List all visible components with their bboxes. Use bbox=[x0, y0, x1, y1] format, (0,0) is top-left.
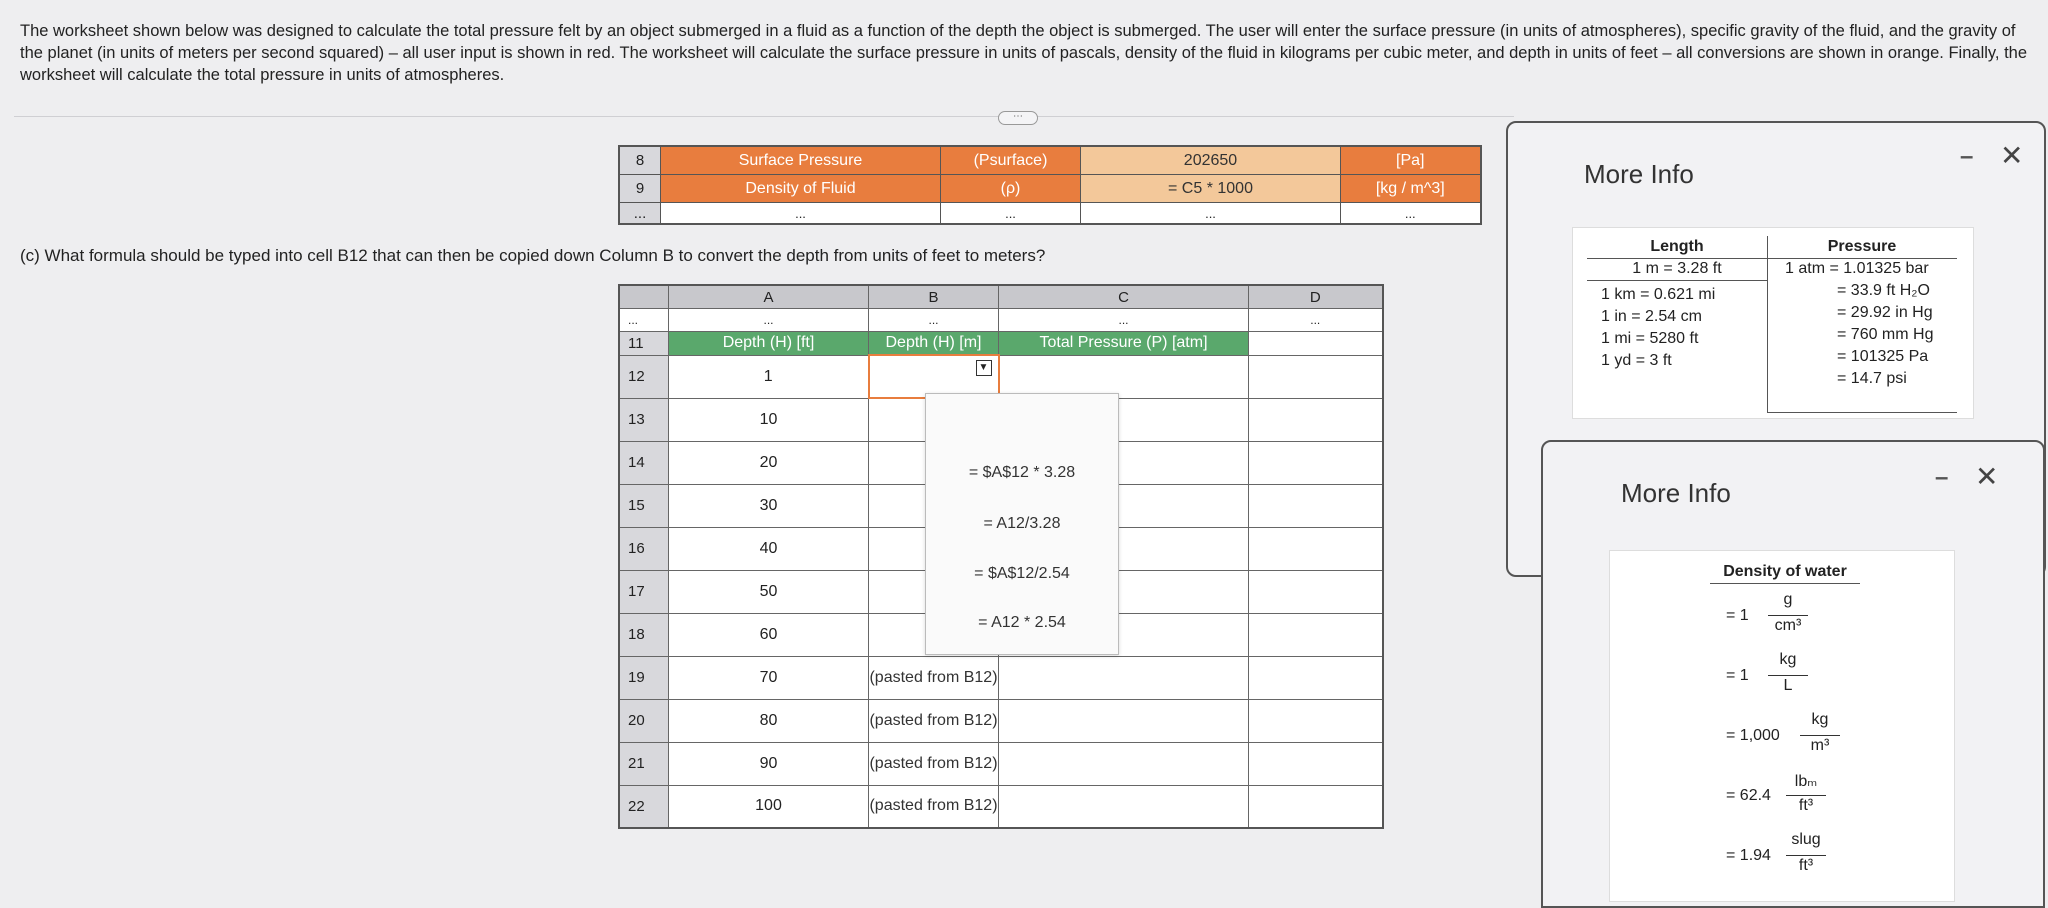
density-numerator: slug bbox=[1791, 831, 1821, 848]
density-denominator: ft³ bbox=[1798, 797, 1814, 814]
density-numerator: g bbox=[1783, 591, 1793, 608]
table-row bbox=[619, 785, 1383, 828]
column-header-a: A bbox=[669, 285, 869, 309]
row-number: 22 bbox=[619, 785, 669, 828]
density-denominator: L bbox=[1783, 677, 1793, 694]
empty-cell bbox=[999, 742, 1249, 785]
column-header-b: B bbox=[869, 285, 999, 309]
surface-pressure-unit: [Pa] bbox=[1341, 146, 1481, 175]
expand-more-button[interactable]: ⋯ bbox=[998, 111, 1038, 125]
empty-cell bbox=[999, 785, 1249, 828]
ellipsis-cell: ... bbox=[941, 203, 1081, 225]
pressure-conversion: = 760 mm Hg bbox=[1837, 326, 1934, 343]
row-number: 9 bbox=[619, 175, 661, 203]
empty-cell bbox=[1249, 441, 1383, 484]
panel-title: More Info bbox=[1621, 478, 1731, 508]
minimize-button[interactable]: – bbox=[1935, 464, 1949, 491]
close-button[interactable]: ✕ bbox=[2000, 140, 2024, 171]
density-table bbox=[1609, 550, 1955, 902]
density-numerator: kg bbox=[1779, 651, 1797, 668]
density-coefficient: = 1,000 bbox=[1726, 727, 1780, 744]
density-header: Density of water bbox=[1710, 561, 1860, 584]
depth-ft-cell: 70 bbox=[669, 656, 869, 699]
ellipsis-cell: ... bbox=[661, 203, 941, 225]
problem-intro-text: The worksheet shown below was designed to calculate the total pressure felt by an object submerged in a fluid as a function of the depth the object is submerged. The user will enter the surface pressure (in units of atmospheres), specific gravity of the fluid, and the gravity of the planet (in units of meters per second squared) – all user input is shown in red. The worksheet will calculate the surface pressure in units of pascals, density of the fluid in kilograms per cubic meter, and depth in units of feet – all conversions are shown in orange. Finally, the worksheet will calculate the total pressure in units of atmospheres. bbox=[20, 22, 2028, 84]
empty-cell bbox=[1249, 398, 1383, 441]
empty-cell bbox=[1249, 785, 1383, 828]
empty-cell bbox=[1249, 570, 1383, 613]
pasted-from-b12-cell: (pasted from B12) bbox=[869, 785, 999, 828]
density-value bbox=[1726, 767, 1906, 827]
length-conversion: 1 yd = 3 ft bbox=[1601, 352, 1672, 369]
pressure-conversion: = 29.92 in Hg bbox=[1837, 304, 1933, 321]
depth-ft-cell: 30 bbox=[669, 484, 869, 527]
panel-title: More Info bbox=[1584, 159, 1694, 189]
table-row bbox=[619, 742, 1383, 785]
empty-cell bbox=[999, 355, 1249, 398]
dropdown-arrow-icon[interactable]: ▼ bbox=[976, 360, 992, 376]
depth-ft-cell: 50 bbox=[669, 570, 869, 613]
length-conversion: 1 km = 0.621 mi bbox=[1601, 286, 1716, 303]
row-number: 18 bbox=[619, 613, 669, 656]
length-conversion: 1 m = 3.28 ft bbox=[1587, 258, 1767, 281]
fraction-bar bbox=[1786, 795, 1826, 796]
pressure-conversion: = 14.7 psi bbox=[1837, 370, 1907, 387]
top-table-row bbox=[619, 175, 1481, 203]
table-row bbox=[619, 699, 1383, 742]
empty-cell bbox=[1249, 656, 1383, 699]
density-numerator: kg bbox=[1811, 711, 1829, 728]
table-row bbox=[619, 656, 1383, 699]
density-formula: = C5 * 1000 bbox=[1081, 175, 1341, 203]
conversion-table bbox=[1572, 227, 1974, 419]
empty-cell bbox=[1249, 742, 1383, 785]
density-coefficient: = 1.94 bbox=[1726, 847, 1771, 864]
empty-cell bbox=[1249, 699, 1383, 742]
density-value bbox=[1726, 707, 1906, 767]
density-label: Density of Fluid bbox=[661, 175, 941, 203]
density-numerator: lbₘ bbox=[1794, 773, 1818, 790]
depth-ft-cell: 1 bbox=[669, 355, 869, 398]
ellipsis-cell: ... bbox=[669, 309, 869, 332]
ellipsis-cell: ... bbox=[1341, 203, 1481, 225]
pressure-conversion: = 101325 Pa bbox=[1837, 348, 1929, 365]
ellipsis-cell: ... bbox=[869, 309, 999, 332]
divider bbox=[14, 116, 1514, 117]
row-number: 19 bbox=[619, 656, 669, 699]
row-number: 21 bbox=[619, 742, 669, 785]
pasted-from-b12-cell: (pasted from B12) bbox=[869, 656, 999, 699]
pressure-column bbox=[1767, 236, 1957, 413]
length-header: Length bbox=[1587, 236, 1767, 259]
ellipsis-row bbox=[619, 309, 1383, 332]
row-number: 12 bbox=[619, 355, 669, 398]
column-header-c: C bbox=[999, 285, 1249, 309]
pasted-from-b12-cell: (pasted from B12) bbox=[869, 742, 999, 785]
depth-ft-header: Depth (H) [ft] bbox=[669, 332, 869, 356]
empty-cell bbox=[1249, 332, 1383, 356]
depth-m-header: Depth (H) [m] bbox=[869, 332, 999, 356]
density-value bbox=[1726, 587, 1886, 647]
length-conversion: 1 mi = 5280 ft bbox=[1601, 330, 1699, 347]
pressure-header: Pressure bbox=[1767, 236, 1957, 259]
row-number: 14 bbox=[619, 441, 669, 484]
density-symbol: (ρ) bbox=[941, 175, 1081, 203]
density-denominator: ft³ bbox=[1798, 857, 1814, 874]
pressure-conversion: 1 atm = 1.01325 bar bbox=[1785, 260, 1929, 277]
row-number: 13 bbox=[619, 398, 669, 441]
fraction-bar bbox=[1786, 855, 1826, 856]
ellipsis-cell: ... bbox=[1081, 203, 1341, 225]
surface-pressure-symbol: (Psurface) bbox=[941, 146, 1081, 175]
fraction-bar bbox=[1800, 735, 1840, 736]
row-number: ... bbox=[619, 309, 669, 332]
close-button[interactable]: ✕ bbox=[1975, 461, 1999, 492]
row-number: 20 bbox=[619, 699, 669, 742]
density-coefficient: = 1 bbox=[1726, 667, 1749, 684]
top-worksheet-table bbox=[618, 145, 1482, 225]
density-coefficient: = 1 bbox=[1726, 607, 1749, 624]
depth-ft-cell: 80 bbox=[669, 699, 869, 742]
row-number: 16 bbox=[619, 527, 669, 570]
pasted-from-b12-cell: (pasted from B12) bbox=[869, 699, 999, 742]
density-value bbox=[1726, 827, 1906, 887]
fraction-bar bbox=[1768, 615, 1808, 616]
question-text: (c) What formula should be typed into cell B12 that can then be copied down Column B to convert the depth from units of feet to meters? bbox=[20, 246, 1046, 265]
row-number: 8 bbox=[619, 146, 661, 175]
row-number: 15 bbox=[619, 484, 669, 527]
density-value bbox=[1726, 647, 1886, 707]
depth-ft-cell: 100 bbox=[669, 785, 869, 828]
dropdown-option[interactable]: = A12 * 2.54 bbox=[978, 614, 1066, 631]
column-header-d: D bbox=[1249, 285, 1383, 309]
density-denominator: cm³ bbox=[1774, 617, 1802, 634]
top-table-row bbox=[619, 146, 1481, 175]
b12-answer-dropdown[interactable] bbox=[869, 355, 999, 398]
formula-dropdown-menu bbox=[925, 393, 1119, 655]
empty-cell bbox=[999, 656, 1249, 699]
length-column bbox=[1587, 236, 1768, 412]
ellipsis-cell: ... bbox=[1249, 309, 1383, 332]
fraction-bar bbox=[1768, 675, 1808, 676]
empty-cell bbox=[1249, 355, 1383, 398]
ellipsis-cell: ... bbox=[999, 309, 1249, 332]
row-number: 17 bbox=[619, 570, 669, 613]
row-number: 11 bbox=[619, 332, 669, 356]
depth-ft-cell: 10 bbox=[669, 398, 869, 441]
row-number: ... bbox=[619, 203, 661, 225]
empty-cell bbox=[1249, 484, 1383, 527]
empty-cell bbox=[1249, 613, 1383, 656]
length-conversion: 1 in = 2.54 cm bbox=[1601, 308, 1702, 325]
surface-pressure-label: Surface Pressure bbox=[661, 146, 941, 175]
dropdown-option[interactable]: = $A$12 * 3.28 bbox=[968, 464, 1076, 481]
empty-cell bbox=[999, 699, 1249, 742]
depth-ft-cell: 90 bbox=[669, 742, 869, 785]
minimize-button[interactable]: – bbox=[1960, 143, 1974, 170]
total-pressure-header: Total Pressure (P) [atm] bbox=[999, 332, 1249, 356]
density-unit: [kg / m^3] bbox=[1341, 175, 1481, 203]
corner-cell bbox=[619, 285, 669, 309]
surface-pressure-value: 202650 bbox=[1081, 146, 1341, 175]
empty-cell bbox=[1249, 527, 1383, 570]
density-coefficient: = 62.4 bbox=[1726, 787, 1771, 804]
depth-ft-cell: 20 bbox=[669, 441, 869, 484]
pressure-conversion: = 33.9 ft H₂O bbox=[1837, 282, 1930, 299]
more-info-panel-density bbox=[1541, 440, 2045, 908]
depth-ft-cell: 60 bbox=[669, 613, 869, 656]
header-row-11 bbox=[619, 332, 1383, 356]
top-table-ellipsis-row bbox=[619, 203, 1481, 225]
dropdown-option[interactable]: = $A$12/2.54 bbox=[974, 565, 1070, 582]
dropdown-option[interactable]: = A12/3.28 bbox=[983, 515, 1061, 532]
column-header-row bbox=[619, 285, 1383, 309]
table-row bbox=[619, 355, 1383, 398]
depth-ft-cell: 40 bbox=[669, 527, 869, 570]
density-denominator: m³ bbox=[1810, 737, 1830, 754]
